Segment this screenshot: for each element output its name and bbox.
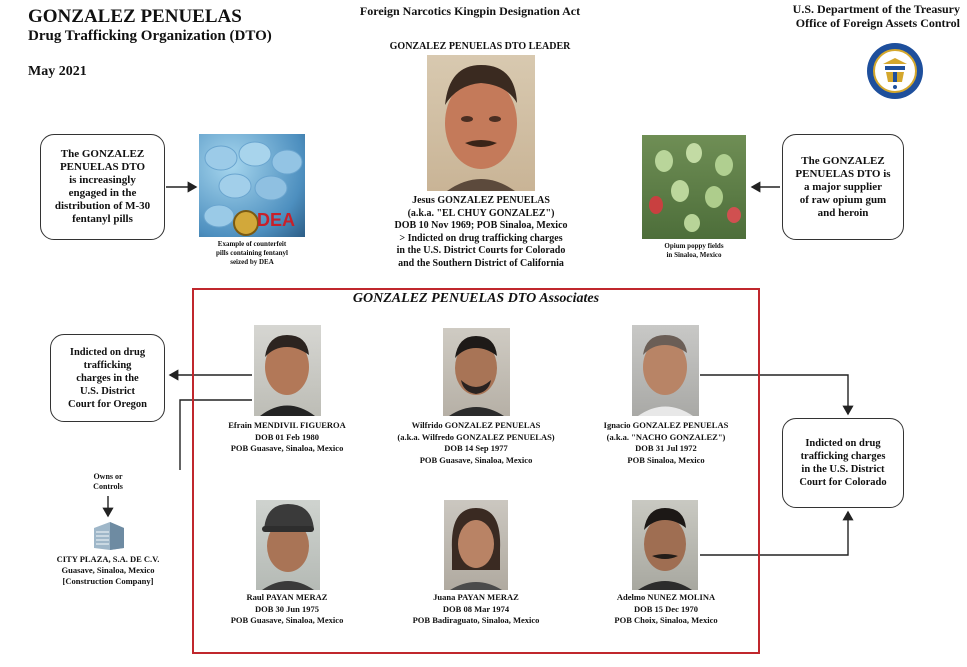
leader-heading: GONZALEZ PENUELAS DTO LEADER	[389, 41, 571, 52]
opium-poppy-image	[642, 135, 746, 239]
leader-indicted-2: in the U.S. District Courts for Colorado	[396, 245, 566, 256]
associate-photo-ignacio	[632, 325, 699, 416]
dea-logo-text: DEA	[257, 210, 296, 230]
associate-efrain: Efrain MENDIVIL FIGUEROA DOB 01 Feb 1980 POB Guasave, Sinaloa, Mexico	[228, 420, 346, 453]
company-name: CITY PLAZA, S.A. DE C.V.	[56, 554, 160, 564]
associate-photo-raul	[256, 500, 320, 590]
agency-line-2: Office of Foreign Assets Control	[795, 16, 960, 30]
act-title: Foreign Narcotics Kingpin Designation Act	[359, 4, 581, 18]
company-location: Guasave, Sinaloa, Mexico	[61, 565, 155, 575]
leader-indicted-3: and the Southern District of California	[398, 257, 564, 269]
leader-details	[336, 195, 626, 270]
pills-caption: Example of counterfeit pills containing fentanyl seized by DEA	[216, 240, 288, 266]
agency-name	[720, 2, 960, 30]
associate-adelmo: Adelmo NUNEZ MOLINA DOB 15 Dec 1970 POB Choix, Sinaloa, Mexico	[614, 592, 718, 625]
report-date: May 2021	[28, 64, 87, 79]
opium-callout: The GONZALEZ PENUELAS DTO is a major supplier of raw opium gum and heroin	[782, 134, 904, 240]
leader-indicted-1: > Indicted on drug trafficking charges	[399, 232, 563, 244]
colorado-indictment-box: Indicted on drug trafficking charges in the U.S. District Court for Colorado	[782, 418, 904, 508]
owns-controls-label: Owns or Controls	[93, 472, 123, 491]
agency-line-1: U.S. Department of the Treasury	[792, 2, 960, 16]
leader-photo	[427, 55, 535, 191]
associate-photo-juana	[444, 500, 508, 590]
building-icon	[92, 520, 126, 550]
associates-title: GONZALEZ PENUELAS DTO Associates	[352, 291, 600, 306]
associate-photo-efrain	[254, 325, 321, 416]
oregon-indictment-box: Indicted on drug trafficking charges in the U.S. District Court for Oregon	[50, 334, 165, 422]
fentanyl-callout: The GONZALEZ PENUELAS DTO is increasingly engaged in the distribution of M-30 fentanyl pills	[40, 134, 165, 240]
associate-photo-adelmo	[632, 500, 698, 590]
dea-badge-icon	[233, 210, 259, 236]
page-title: GONZALEZ PENUELAS	[28, 6, 242, 27]
fentanyl-pills-image	[199, 134, 305, 237]
associate-raul: Raul PAYAN MERAZ DOB 30 Jun 1975 POB Guasave, Sinaloa, Mexico	[230, 592, 344, 625]
associate-ignacio: Ignacio GONZALEZ PENUELAS (a.k.a. "NACHO GONZALEZ") DOB 31 Jul 1972 POB Sinaloa, Mexico	[603, 420, 729, 465]
associate-photo-wilfrido	[443, 328, 510, 416]
leader-alias: (a.k.a. "EL CHUY GONZALEZ")	[407, 207, 555, 219]
owns-connector	[0, 0, 190, 520]
associate-juana: Juana PAYAN MERAZ DOB 08 Mar 1974 POB Badiraguato, Sinaloa, Mexico	[412, 592, 540, 625]
leader-name: Jesus GONZALEZ PENUELAS	[412, 195, 550, 206]
associate-wilfrido: Wilfrido GONZALEZ PENUELAS (a.k.a. Wilfredo GONZALEZ PENUELAS) DOB 14 Sep 1977 POB Guasave, Sinaloa, Mexico	[397, 420, 555, 465]
company-type: [Construction Company]	[62, 576, 154, 586]
poppy-caption: Opium poppy fields in Sinaloa, Mexico	[664, 242, 724, 259]
leader-dob: DOB 10 Nov 1969; POB Sinaloa, Mexico	[394, 220, 568, 231]
company-details	[30, 554, 186, 587]
page-subtitle: Drug Trafficking Organization (DTO)	[28, 28, 272, 44]
treasury-seal-icon	[866, 42, 924, 100]
